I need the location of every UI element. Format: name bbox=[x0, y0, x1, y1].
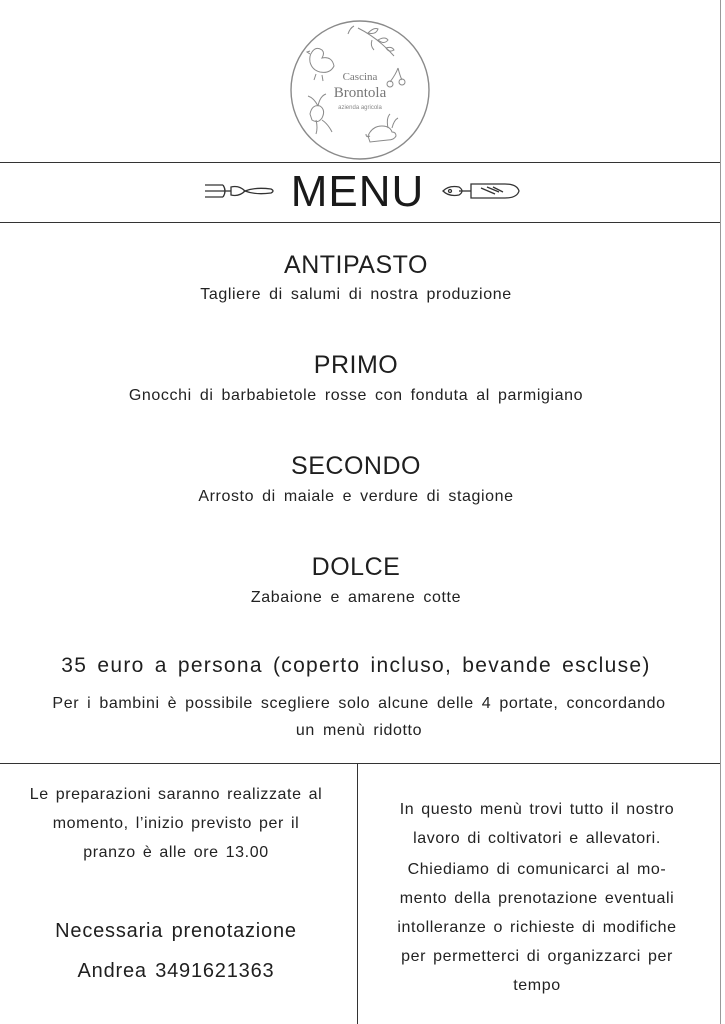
rabbit-icon bbox=[366, 114, 398, 142]
cascina-brontola-logo bbox=[288, 18, 432, 162]
cherry-icon bbox=[387, 68, 405, 87]
logo-text-brontola: Brontola bbox=[333, 85, 387, 101]
course-primo bbox=[0, 350, 712, 407]
kids-note-line: Per i bambini è possibile scegliere solo alcune delle 4 portate, concordando bbox=[52, 695, 666, 712]
footer-left-column bbox=[0, 780, 352, 991]
course-description: Arrosto di maiale e verdure di stagione bbox=[198, 488, 514, 505]
kids-note bbox=[14, 690, 704, 744]
header-bottom-divider bbox=[0, 222, 720, 223]
intolerance-line: intolleranze o richieste di modifiche bbox=[397, 919, 677, 936]
footer-top-divider bbox=[0, 763, 720, 764]
preparation-line: pranzo è alle ore 13.00 bbox=[83, 844, 269, 861]
logo-text-subtitle: azienda agricola bbox=[338, 105, 382, 111]
reservation-contact: Andrea 3491621363 bbox=[77, 960, 275, 982]
footer-right-column bbox=[372, 795, 702, 1000]
intolerance-line: per permetterci di organizzarci per bbox=[401, 948, 673, 965]
intolerance-line: mento della prenotazione eventuali bbox=[399, 890, 675, 907]
price-line: 35 euro a persona (coperto incluso, bevande escluse) bbox=[61, 654, 651, 677]
course-secondo bbox=[0, 451, 712, 508]
trowel-icon bbox=[441, 178, 521, 204]
preparation-line: momento, l’inizio previsto per il bbox=[52, 815, 300, 832]
about-paragraph bbox=[372, 795, 702, 853]
branch-icon bbox=[348, 26, 394, 56]
kids-note-line: un menù ridotto bbox=[295, 722, 423, 739]
course-title: DOLCE bbox=[311, 553, 401, 581]
course-description: Tagliere di salumi di nostra produzione bbox=[200, 286, 512, 303]
intolerance-paragraph bbox=[372, 855, 702, 1000]
intolerance-line: tempo bbox=[513, 977, 561, 994]
preparation-note bbox=[6, 780, 346, 867]
course-description: Zabaione e amarene cotte bbox=[250, 589, 462, 606]
logo-text-cascina: Cascina bbox=[342, 71, 378, 83]
page-edge bbox=[720, 0, 721, 1024]
course-title: PRIMO bbox=[313, 351, 399, 379]
course-description: Gnocchi di barbabietole rosse con fonduta al parmigiano bbox=[128, 387, 584, 404]
course-antipasto bbox=[0, 250, 712, 306]
course-dolce bbox=[0, 552, 712, 609]
footer-column-divider bbox=[357, 763, 358, 1024]
reservation-required: Necessaria prenotazione bbox=[55, 920, 297, 942]
about-line: lavoro di coltivatori e allevatori. bbox=[413, 830, 661, 847]
menu-header bbox=[0, 163, 720, 222]
course-title: ANTIPASTO bbox=[284, 251, 428, 279]
beet-icon bbox=[308, 94, 332, 134]
about-line: In questo menù trovi tutto il nostro bbox=[399, 801, 675, 818]
hen-icon bbox=[307, 48, 334, 81]
course-title: SECONDO bbox=[291, 452, 421, 480]
preparation-line: Le preparazioni saranno realizzate al bbox=[29, 786, 323, 803]
menu-title: MENU bbox=[290, 167, 425, 216]
intolerance-line: Chiediamo di comunicarci al mo- bbox=[407, 861, 667, 878]
reservation-block bbox=[0, 911, 352, 991]
